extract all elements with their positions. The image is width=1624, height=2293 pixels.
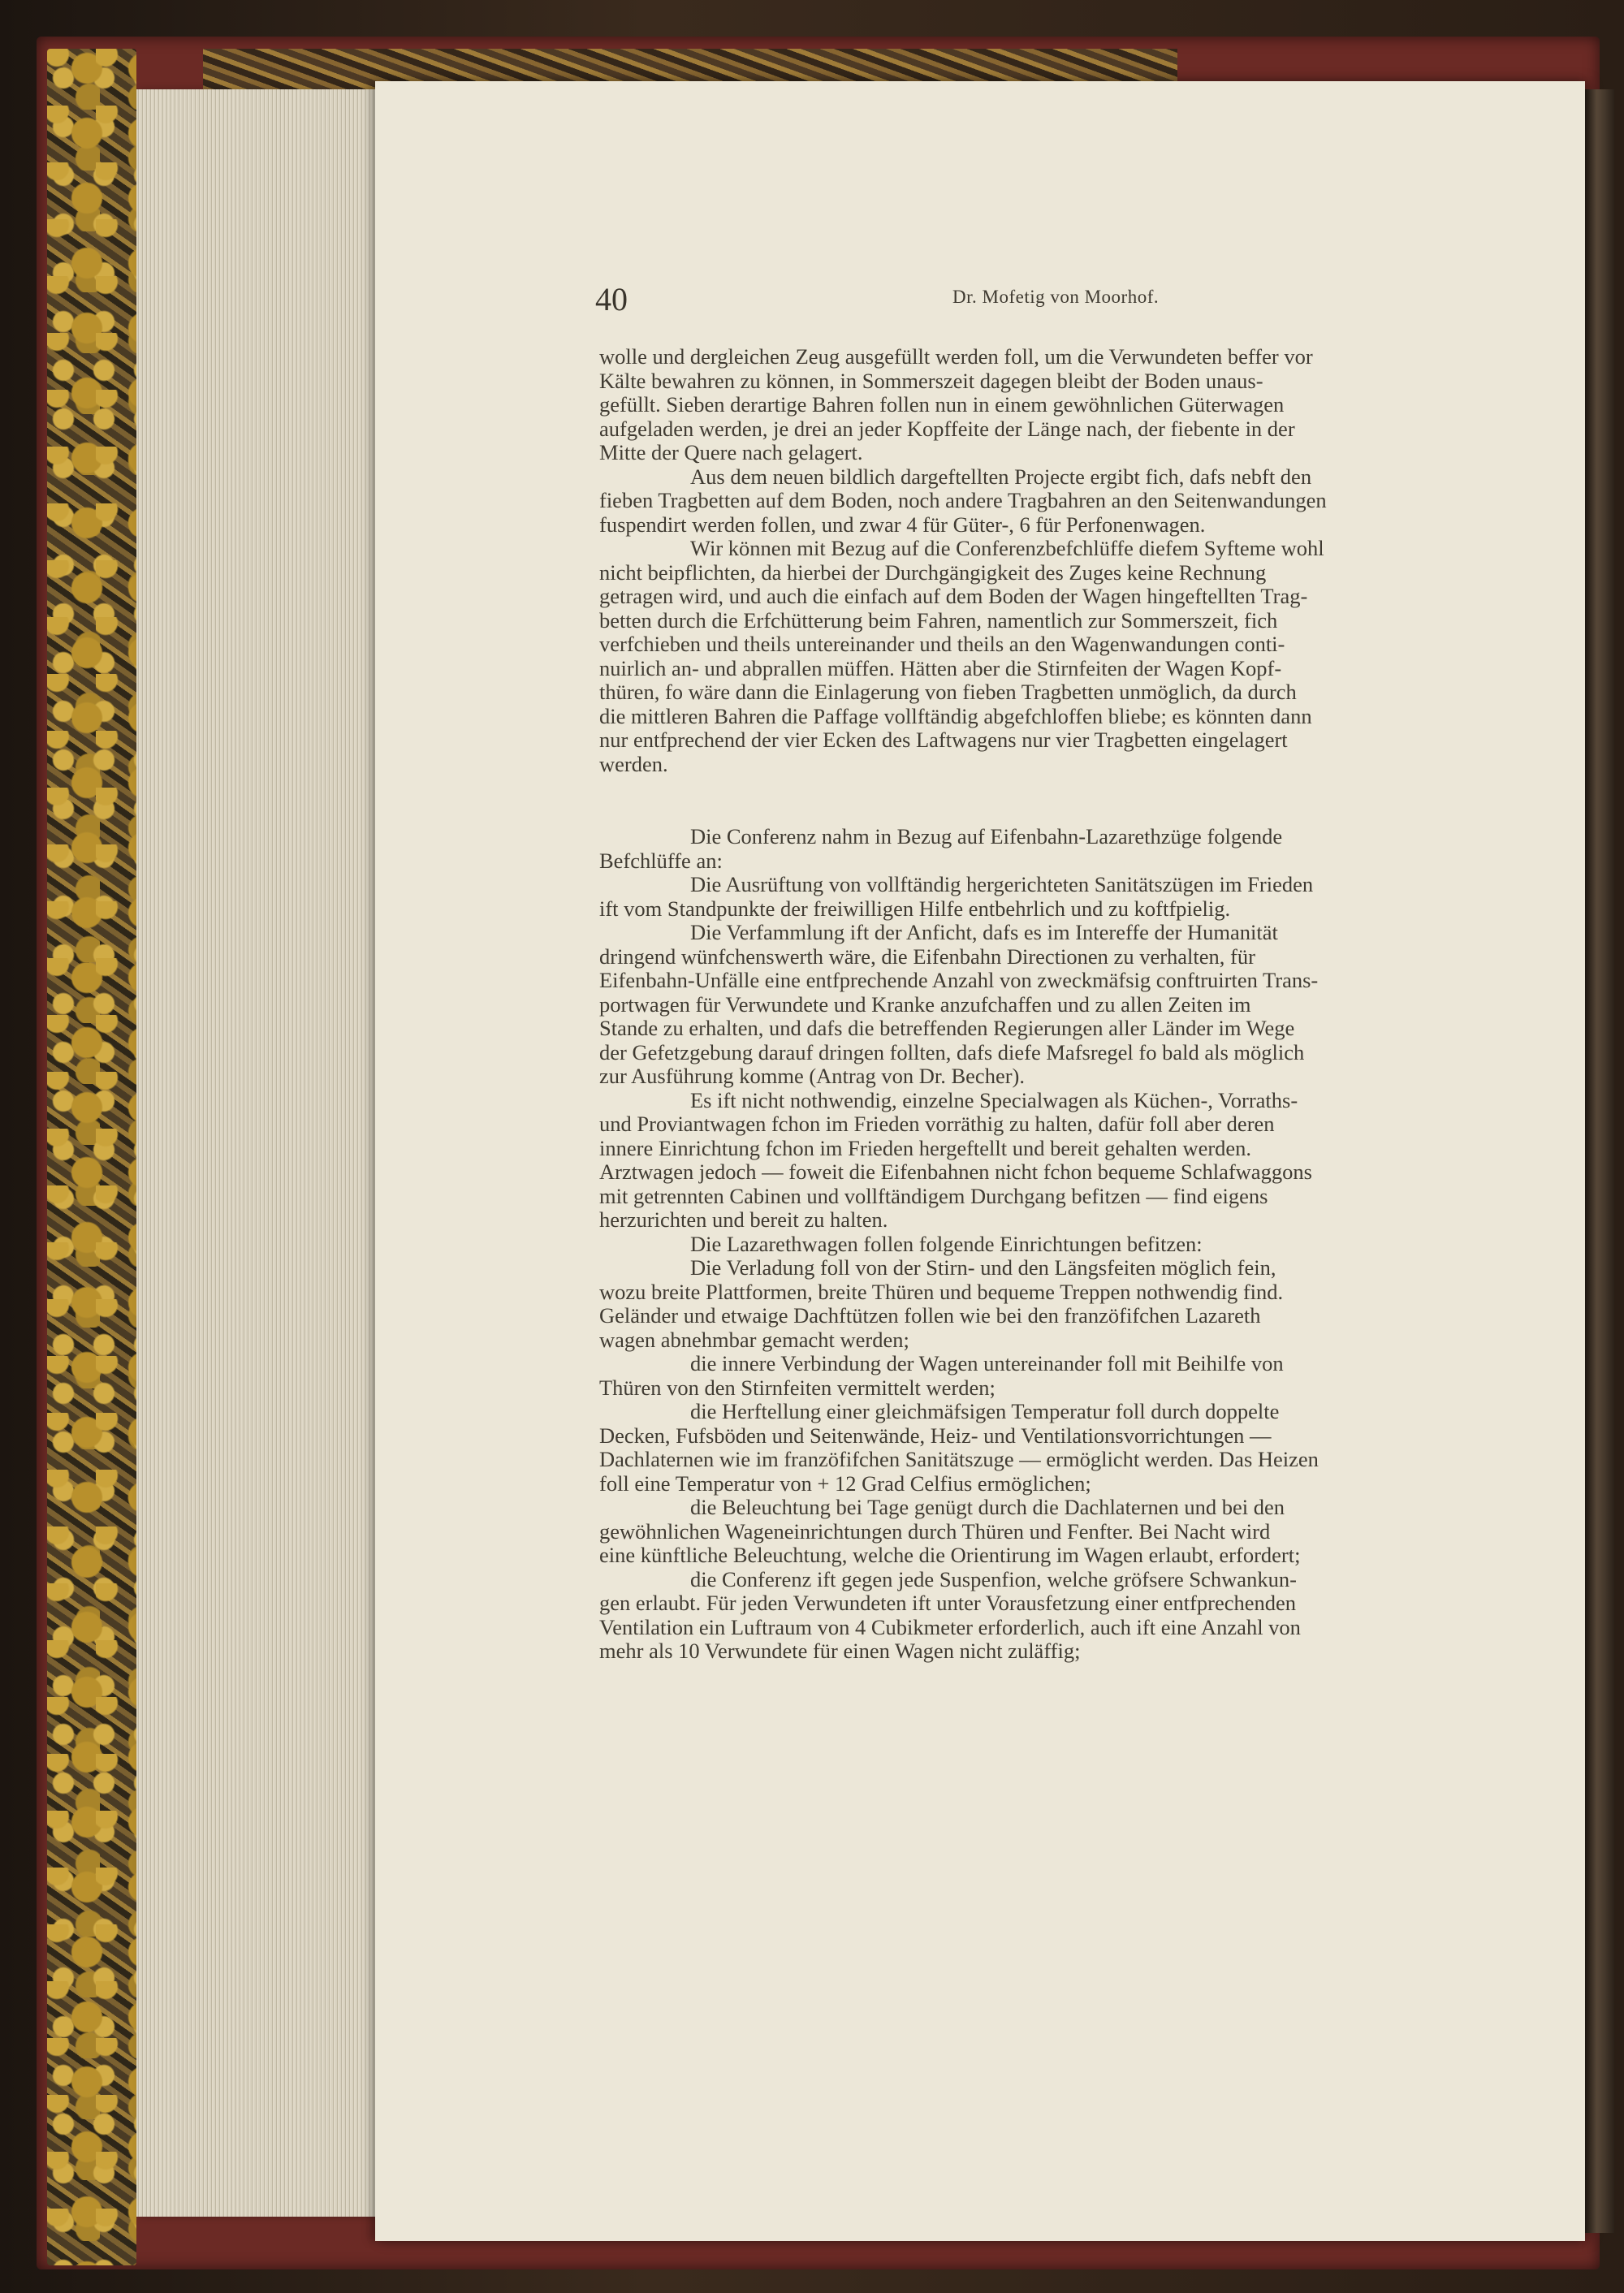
text-line: herzurichten und bereit zu halten. — [599, 1208, 888, 1232]
paragraph — [599, 1089, 1549, 1233]
facing-page-edge — [1585, 89, 1614, 2233]
text-line: Dachlaternen wie im franzöfifchen Sanitätszuge — ermöglicht werden. Das Heizen — [599, 1448, 1319, 1471]
text-line: Ventilation ein Luftraum von 4 Cubikmeter erforderlich, auch ift eine Anzahl von — [599, 1615, 1301, 1639]
text-line: werden. — [599, 752, 668, 776]
text-line: Die Verladung foll von der Stirn- und den Längsfeiten möglich fein, — [690, 1256, 1276, 1280]
text-line: Stande zu erhalten, und dafs die betreffenden Regierungen aller Länder im Wege — [599, 1017, 1295, 1040]
text-line: fieben Tragbetten auf dem Boden, noch andere Tragbahren an den Seitenwandungen — [599, 489, 1327, 512]
page-block-edges — [136, 89, 380, 2217]
text-line: nicht beipflichten, da hierbei der Durchgängigkeit des Zuges keine Rechnung — [599, 560, 1267, 585]
text-line: die innere Verbindung der Wagen untereinander foll mit Beihilfe von — [690, 1352, 1284, 1375]
text-line: ift vom Standpunkte der freiwilligen Hilfe entbehrlich und zu koftfpielig. — [599, 896, 1231, 921]
body-text — [599, 345, 1549, 1664]
text-line: gen erlaubt. Für jeden Verwundeten ift unter Vorausfetzung einer entfprechenden — [599, 1591, 1297, 1615]
text-line: nuirlich an- und abprallen müffen. Hätten aber die Stirnfeiten der Wagen Kopf- — [599, 656, 1282, 680]
text-line: Arztwagen jedoch — foweit die Eifenbahnen nicht fchon bequeme Schlafwaggons — [599, 1160, 1312, 1184]
paragraph — [599, 345, 1549, 465]
paragraph — [599, 921, 1549, 1089]
text-line: portwagen für Verwundete und Kranke anzufchaffen und zu allen Zeiten im — [599, 992, 1251, 1017]
text-line: Wir können mit Bezug auf die Conferenzbefchlüffe diefem Syfteme wohl — [690, 537, 1324, 560]
text-line: dringend wünfchenswerth wäre, die Eifenbahn Directionen zu verhalten, für — [599, 944, 1255, 969]
text-line: die Conferenz ift gegen jede Suspenfion, welche gröfsere Schwankun- — [690, 1567, 1297, 1591]
text-line: Es ift nicht nothwendig, einzelne Specialwagen als Küchen-, Vorraths- — [690, 1088, 1298, 1112]
text-line: zur Ausführung komme (Antrag von Dr. Becher). — [599, 1064, 1025, 1088]
text-line: fuspendirt werden follen, und zwar 4 für Güter-, 6 für Perfonenwagen. — [599, 512, 1206, 537]
page-header — [595, 280, 1553, 329]
marbled-endpaper — [47, 49, 136, 2265]
text-line: verfchieben und theils untereinander und theils an den Wagenwandungen conti- — [599, 633, 1285, 656]
text-line: die mittleren Bahren die Paffage vollftändig abgefchloffen bliebe; es könnten dann — [599, 704, 1312, 728]
paragraph — [599, 825, 1549, 873]
text-line: Decken, Fufsböden und Seitenwände, Heiz- und Ventilationsvorrichtungen — — [599, 1423, 1272, 1448]
text-line: wolle und dergleichen Zeug ausgefüllt werden foll, um die Verwundeten beffer vor — [599, 345, 1313, 369]
paragraph — [599, 1256, 1549, 1352]
text-line: Die Ausrüftung von vollftändig hergerichteten Sanitätszügen im Frieden — [690, 873, 1314, 896]
text-line: Die Conferenz nahm in Bezug auf Eifenbahn-Lazarethzüge folgende — [690, 825, 1283, 849]
paragraph — [599, 1496, 1549, 1568]
text-line: getragen wird, und auch die einfach auf dem Boden der Wagen hingeftellten Trag- — [599, 585, 1308, 608]
text-line: nur entfprechend der vier Ecken des Laftwagens nur vier Tragbetten eingelagert — [599, 728, 1288, 752]
page-number: 40 — [595, 281, 628, 317]
paragraph — [599, 1352, 1549, 1400]
text-line: Thüren von den Stirnfeiten vermittelt werden; — [599, 1375, 996, 1400]
text-line: der Gefetzgebung darauf dringen follten, dafs diefe Mafsregel fo bald als möglich — [599, 1040, 1305, 1064]
text-line: Die Verfammlung ift der Anficht, dafs es im Intereffe der Humanität — [690, 921, 1278, 944]
paragraph — [599, 537, 1549, 776]
text-line: betten durch die Erfchütterung beim Fahren, namentlich zur Sommerszeit, fich — [599, 608, 1278, 633]
text-line: gefüllt. Sieben derartige Bahren follen nun in einem gewöhnlichen Güterwagen — [599, 393, 1285, 417]
text-line: wozu breite Plattformen, breite Thüren und bequeme Treppen nothwendig find. — [599, 1280, 1284, 1304]
text-line: die Beleuchtung bei Tage genügt durch die Dachlaternen und bei den — [690, 1496, 1285, 1519]
paragraph — [599, 1233, 1549, 1257]
text-line: Aus dem neuen bildlich dargeftellten Projecte ergibt fich, dafs nebft den — [690, 464, 1312, 489]
text-line: Die Lazarethwagen follen folgende Einrichtungen befitzen: — [690, 1232, 1203, 1256]
paragraph — [599, 873, 1549, 921]
text-line: und Proviantwagen fchon im Frieden vorräthig zu halten, dafür foll aber deren — [599, 1112, 1275, 1136]
text-line: Mitte der Quere nach gelagert. — [599, 441, 863, 464]
section-gap — [599, 776, 1549, 825]
text-line: Eifenbahn-Unfälle eine entfprechende Anzahl von zweckmäfsig conftruirten Trans- — [599, 969, 1319, 992]
text-line: wagen abnehmbar gemacht werden; — [599, 1328, 909, 1352]
text-line: mehr als 10 Verwundete für einen Wagen nicht zuläffig; — [599, 1639, 1081, 1663]
text-line: gewöhnlichen Wageneinrichtungen durch Thüren und Fenfter. Bei Nacht wird — [599, 1519, 1271, 1544]
text-line: foll eine Temperatur von + 12 Grad Celfius ermöglichen; — [599, 1471, 1091, 1496]
paragraph — [599, 1400, 1549, 1496]
text-line: eine künftliche Beleuchtung, welche die Orientirung im Wagen erlaubt, erfordert; — [599, 1544, 1301, 1567]
running-head: Dr. Mofetig von Moorhof. — [952, 287, 1160, 307]
paragraph — [599, 465, 1549, 538]
paragraph — [599, 1568, 1549, 1664]
text-line: Geländer und etwaige Dachftützen follen wie bei den franzöfifchen Lazareth — [599, 1304, 1261, 1328]
text-line: Kälte bewahren zu können, in Sommerszeit dagegen bleibt der Boden unaus- — [599, 369, 1263, 393]
text-line: mit getrennten Cabinen und vollftändigem Durchgang befitzen — find eigens — [599, 1184, 1268, 1208]
text-line: aufgeladen werden, je drei an jeder Kopffeite der Länge nach, der fiebente in der — [599, 417, 1295, 441]
text-line: Befchlüffe an: — [599, 849, 723, 873]
text-line: innere Einrichtung fchon im Frieden hergeftellt und bereit gehalten werden. — [599, 1136, 1252, 1160]
text-line: die Herftellung einer gleichmäfsigen Temperatur foll durch doppelte — [690, 1400, 1280, 1423]
text-line: thüren, fo wäre dann die Einlagerung von fieben Tragbetten unmöglich, da durch — [599, 680, 1297, 704]
